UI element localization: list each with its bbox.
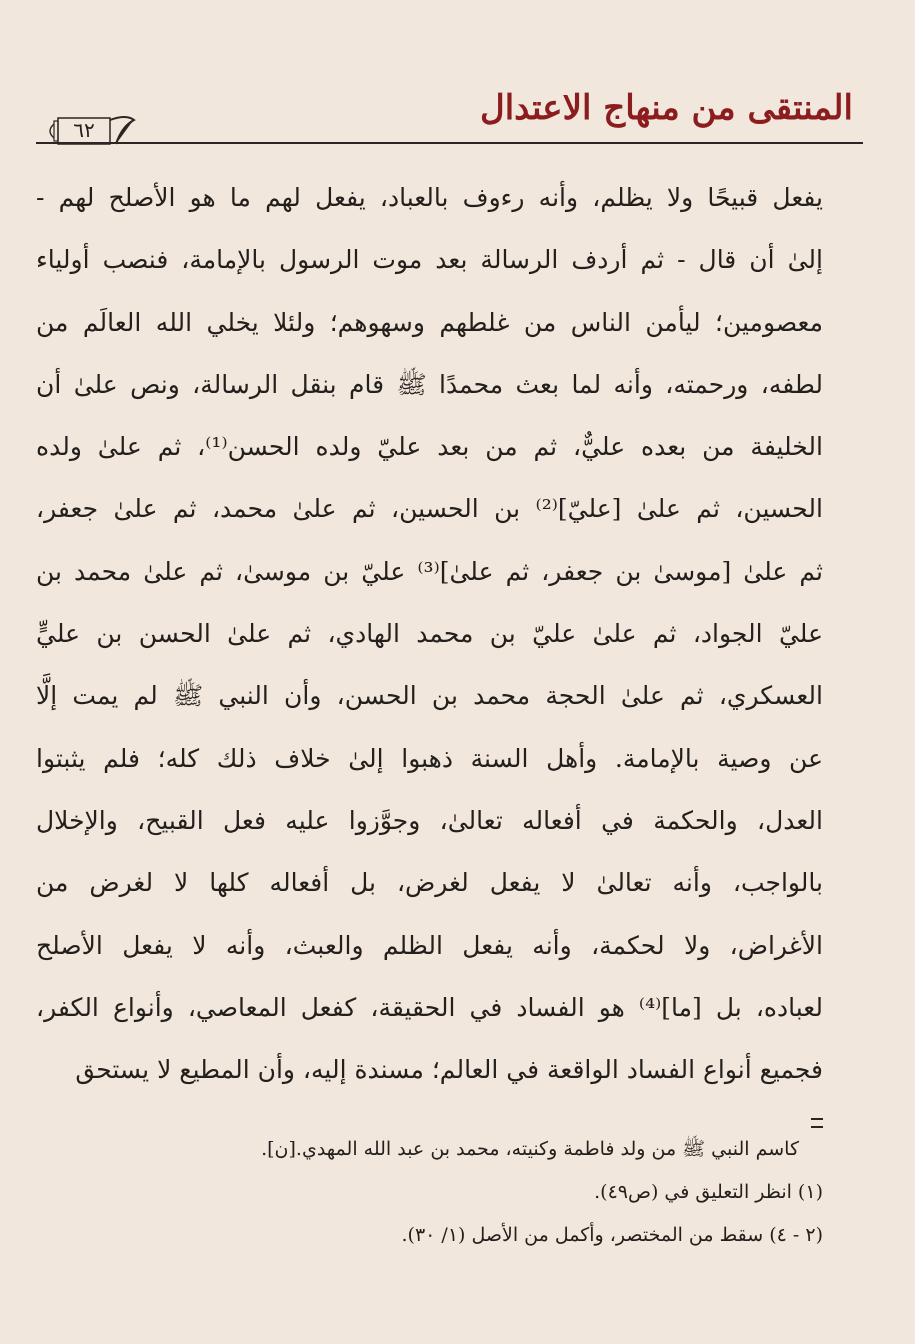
footnote-continuation-mark — [811, 1118, 823, 1128]
main-text — [36, 176, 823, 1110]
text-line: فجميع أنواع الفساد الواقعة في العالم؛ مسندة إليه، وأن المطيع لا يستحق — [75, 1055, 823, 1085]
footnote: (٢ - ٤) سقط من المختصر، وأكمل من الأصل (١/ ٣٠). — [401, 1224, 823, 1246]
text-line: الأغراض، ولا لحكمة، وأنه يفعل الظلم والعبث، وأنه لا يفعل الأصلح — [36, 930, 823, 960]
footnote: (١) انظر التعليق في (ص٤٩). — [594, 1181, 823, 1203]
footnotes — [60, 1134, 823, 1263]
text-line: الخليفة من بعده عليٌّ، ثم من بعد عليّ ولده الحسن⁽¹⁾، ثم علىٰ ولده — [36, 432, 823, 462]
text-line: يفعل قبيحًا ولا يظلم، وأنه رءوف بالعباد، يفعل لهم ما هو الأصلح لهم - — [36, 183, 823, 212]
text-line: العدل، والحكمة في أفعاله تعالىٰ، وجوَّزوا عليه فعل القبيح، والإخلال — [36, 805, 823, 835]
book-title: المنتقى من منهاج الاعتدال — [480, 88, 853, 128]
text-line: ثم علىٰ [موسىٰ بن جعفر، ثم علىٰ]⁽³⁾ عليّ بن موسىٰ، ثم علىٰ محمد بن — [36, 556, 824, 586]
text-line: عن وصية بالإمامة. وأهل السنة ذهبوا إلىٰ خلاف ذلك كله؛ فلم يثبتوا — [36, 743, 823, 773]
text-line: عليّ الجواد، ثم علىٰ عليّ بن محمد الهادي، ثم علىٰ الحسن بن عليٍّ — [36, 619, 823, 649]
header-rule — [36, 142, 863, 144]
text-line: لعباده، بل [ما]⁽⁴⁾ هو الفساد في الحقيقة، كفعل المعاصي، وأنواع الكفر، — [36, 992, 823, 1022]
text-line: إلىٰ أن قال - ثم أردف الرسالة بعد موت الرسول بالإمامة، فنصب أولياء — [36, 245, 823, 275]
text-line: معصومين؛ ليأمن الناس من غلطهم وسهوهم؛ ولئلا يخلي الله العالَم من — [36, 307, 823, 337]
text-line: بالواجب، وأنه تعالىٰ لا يفعل لغرض، بل أفعاله كلها لا لغرض من — [36, 868, 823, 898]
page-number: ٦٢ — [73, 118, 95, 142]
text-line: لطفه، ورحمته، وأنه لما بعث محمدًا ﷺ قام بنقل الرسالة، ونص علىٰ أن — [36, 369, 823, 399]
text-line: العسكري، ثم علىٰ الحجة محمد بن الحسن، وأن النبي ﷺ لم يمت إلَّا — [36, 681, 823, 711]
page-header — [36, 86, 863, 152]
text-line: الحسين، ثم علىٰ [عليّ]⁽²⁾ بن الحسين، ثم علىٰ محمد، ثم علىٰ جعفر، — [36, 494, 823, 524]
footnote-continued: كاسم النبي ﷺ من ولد فاطمة وكنيته، محمد بن عبد الله المهدي.[ن]. — [261, 1138, 799, 1160]
